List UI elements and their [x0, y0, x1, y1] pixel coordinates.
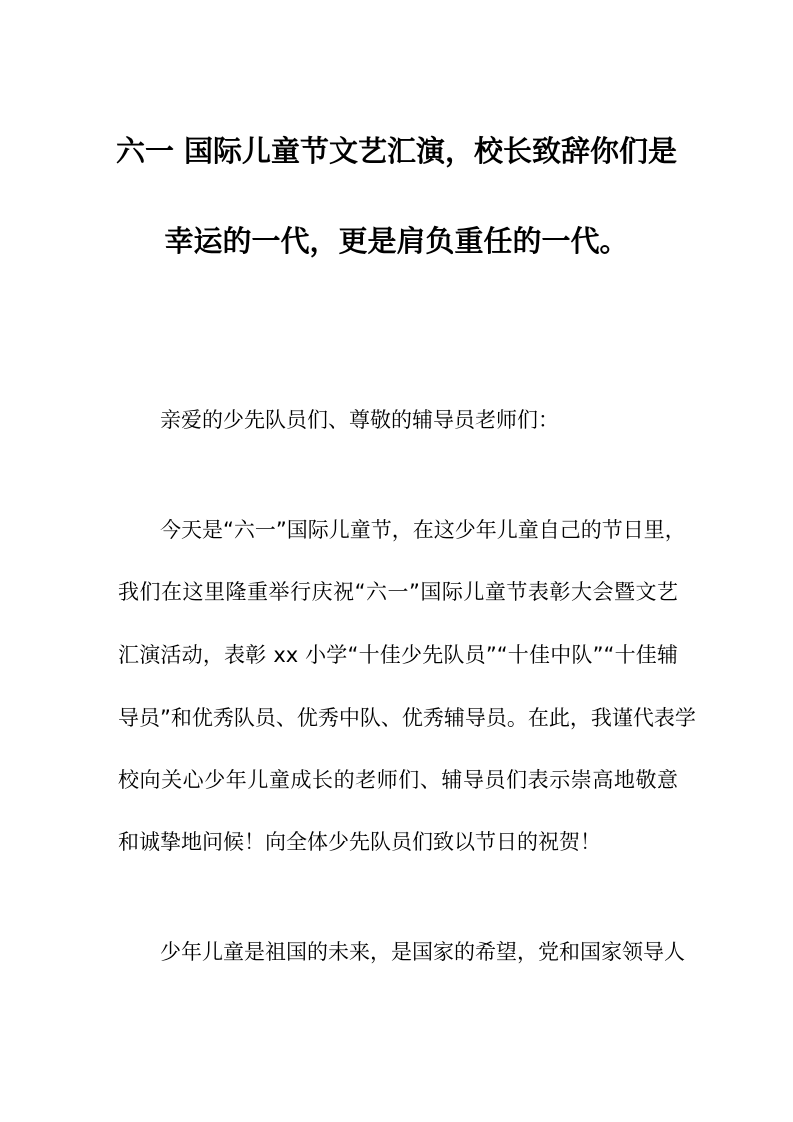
document-title-line-2: 幸运的一代，更是肩负重任的一代。	[164, 224, 629, 258]
paragraph-1-line-4: 导员”和优秀队员、优秀中队、优秀辅导员。在此，我谨代表学	[118, 706, 696, 730]
paragraph-1-line-2: 我们在这里隆重举行庆祝“六一”国际儿童节表彰大会暨文艺	[118, 580, 678, 604]
salutation: 亲爱的少先队员们、尊敬的辅导员老师们：	[160, 408, 559, 432]
paragraph-2-line-1: 少年儿童是祖国的未来，是国家的希望，党和国家领导人	[160, 940, 685, 964]
paragraph-1-line-1: 今天是“六一”国际儿童节，在这少年儿童自己的节日里，	[160, 518, 686, 542]
document-title-line-1: 六一 国际儿童节文艺汇演，校长致辞你们是	[115, 134, 678, 168]
paragraph-1-line-5: 校向关心少年儿童成长的老师们、辅导员们表示崇高地敬意	[118, 768, 678, 792]
paragraph-1-line-3: 汇演活动，表彰 xx 小学“十佳少先队员”“十佳中队”“十佳辅	[118, 643, 678, 667]
paragraph-1-line-6: 和诚挚地问候！向全体少先队员们致以节日的祝贺！	[118, 830, 601, 854]
